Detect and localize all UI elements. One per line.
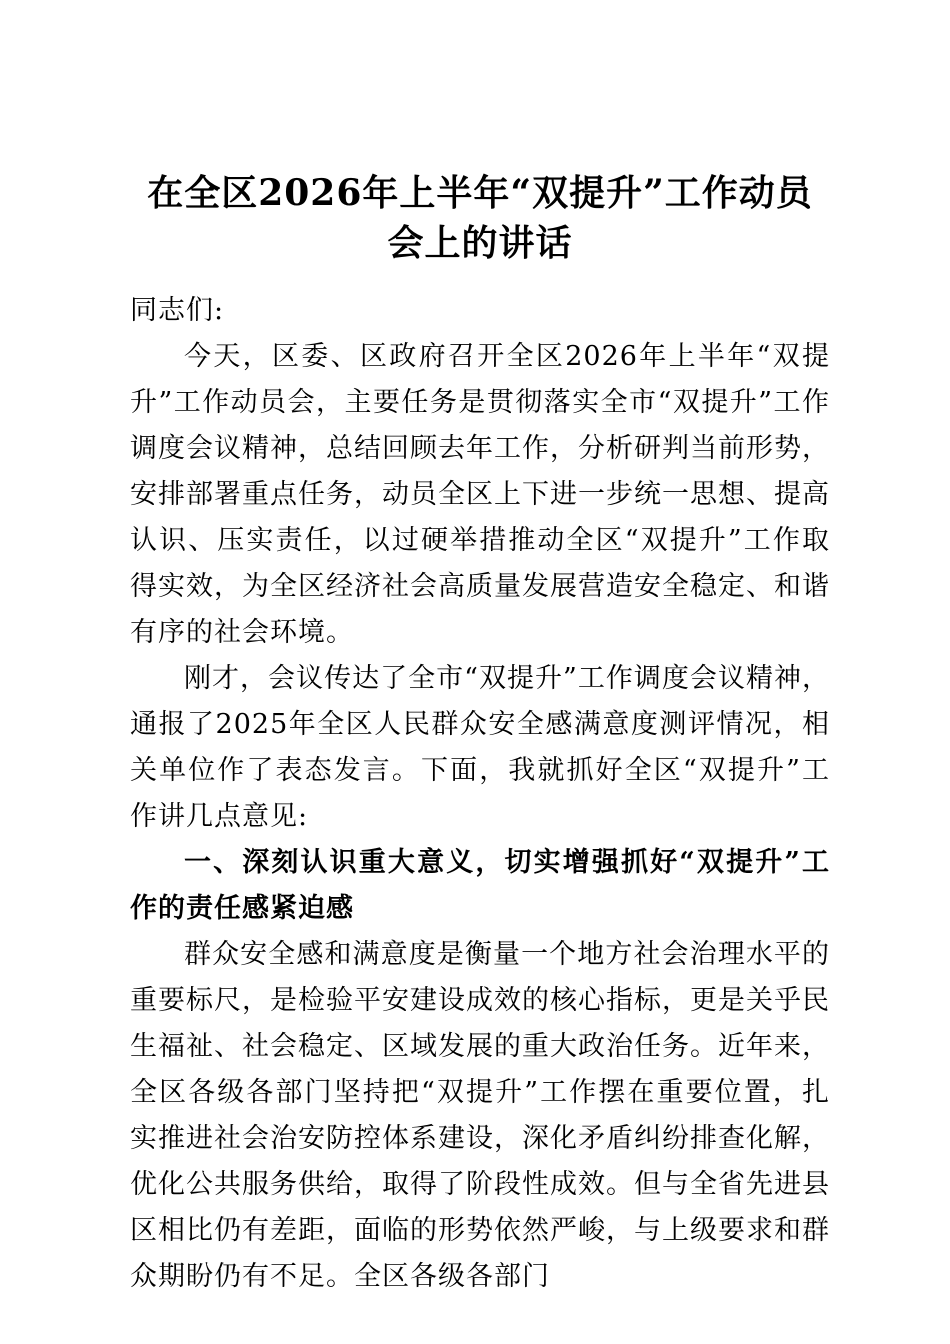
section-heading-1: 一、深刻认识重大意义，切实增强抓好“双提升”工作的责任感紧迫感 <box>130 847 830 924</box>
paragraph-meeting-summary: 刚才，会议传达了全市“双提升”工作调度会议精神，通报了2025年全区人民群众安全感满意度测评情况，相关单位作了表态发言。下面，我就抓好全区“双提升”工作讲几点意见: <box>130 663 830 832</box>
salutation: 同志们: <box>130 295 225 326</box>
document-body <box>130 168 830 1300</box>
paragraph-opening: 今天，区委、区政府召开全区2026年上半年“双提升”工作动员会，主要任务是贯彻落实全市“双提升”工作调度会议精神，总结回顾去年工作，分析研判当前形势，安排部署重点任务，动员全区上下进一步统一思想、提高认识、压实责任，以过硬举措推动全区“双提升”工作取得实效，为全区经济社会高质量发展营造安全稳定、和谐有序的社会环境。 <box>130 341 830 648</box>
paragraph-section-1: 群众安全感和满意度是衡量一个地方社会治理水平的重要标尺，是检验平安建设成效的核心指标，更是关乎民生福祉、社会稳定、区域发展的重大政治任务。近年来，全区各级各部门坚持把“双提升”工作摆在重要位置，扎实推进社会治安防控体系建设，深化矛盾纠纷排查化解，优化公共服务供给，取得了阶段性成效。但与全省先进县区相比仍有差距，面临的形势依然严峻，与上级要求和群众期盼仍有不足。全区各级各部门 <box>130 939 830 1292</box>
document-title: 在全区2026年上半年“双提升”工作动员会上的讲话 <box>147 172 813 264</box>
